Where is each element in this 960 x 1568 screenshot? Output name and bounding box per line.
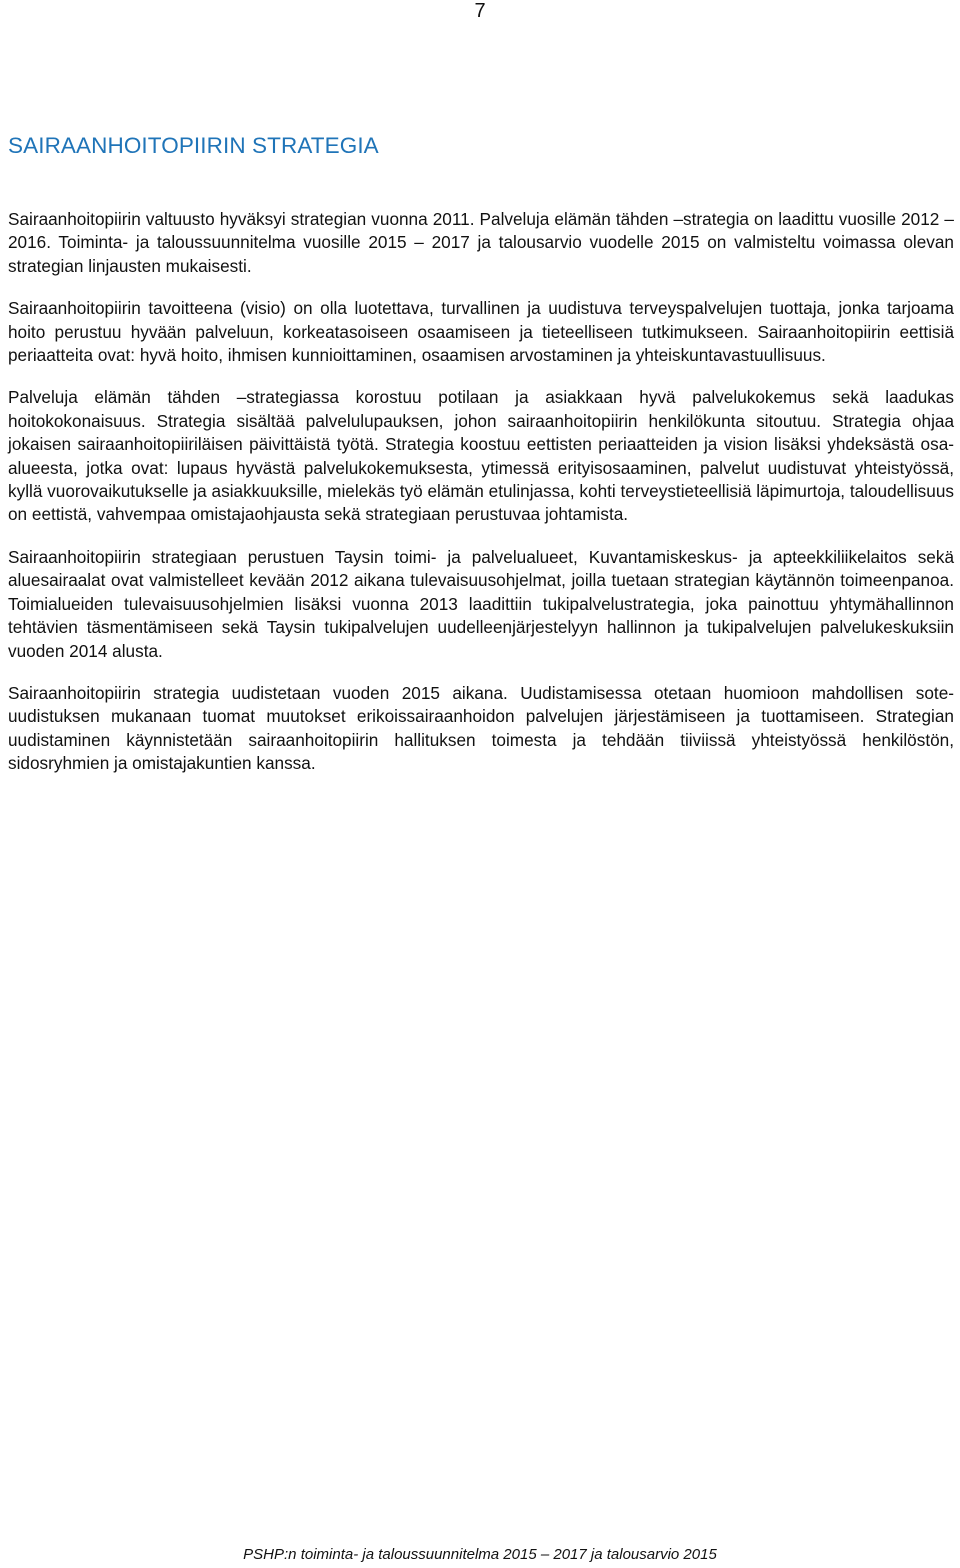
section-title: SAIRAANHOITOPIIRIN STRATEGIA [8,133,379,158]
paragraph-future-programs: Sairaanhoitopiirin strategiaan perustuen Taysin toimi- ja palvelualueet, Kuvantamiskeskus- ja apteekkiliikelaitos sekä aluesairaalat ovat valmistelleet kevään 2012 aikana tulevaisuusohjelmat, joilla tuetaan strategian käytännön toimeenpanoa. Toimialueiden tulevaisuusohjelmien lisäksi vuonna 2013 laadittiin tukipalvelustrategia, joka painottuu yhtymähallinnon tehtävien täsmentämiseen sekä Taysin tukipalvelujen uudelleenjärjestelyyn hallinnon ja tukipalvelujen palvelukeskuksiin vuoden 2014 alusta. [8,546,954,661]
paragraph-strategy-renewal: Sairaanhoitopiirin strategia uudistetaan vuoden 2015 aikana. Uudistamisessa otetaan huomioon mahdollisen sote-uudistuksen mukanaan tuomat muutokset erikoissairaanhoidon palvelujen järjestämiseen ja tuottamiseen. Strategian uudistaminen käynnistetään sairaanhoitopiirin hallituksen toimesta ja tehdään tiiviissä yhteistyössä henkilöstön, sidosryhmien ja omistajakuntien kanssa. [8,682,954,774]
paragraph-strategy-approval: Sairaanhoitopiirin valtuusto hyväksyi strategian vuonna 2011. Palveluja elämän tähden –strategia on laadittu vuosille 2012 – 2016. Toiminta- ja taloussuunnitelma vuosille 2015 – 2017 ja talousarvio vuodelle 2015 on valmisteltu voimassa olevan strategian linjausten mukaisesti. [8,209,954,276]
page-footer: PSHP:n toiminta- ja taloussuunnitelma 2015 – 2017 ja talousarvio 2015 [243,1546,717,1563]
paragraph-vision: Sairaanhoitopiirin tavoitteena (visio) on olla luotettava, turvallinen ja uudistuva terveyspalvelujen tuottaja, jonka tarjoama hoito perustuu hyvään palveluun, korkeatasoiseen osaamiseen ja tieteelliseen tutkimukseen. Sairaanhoitopiirin eettisiä periaatteita ovat: hyvä hoito, ihmisen kunnioittaminen, osaamisen arvostaminen ja yhteiskuntavastuullisuus. [8,298,954,366]
paragraph-strategy-content: Palveluja elämän tähden –strategiassa korostuu potilaan ja asiakkaan hyvä palvelukokemus sekä laadukas hoitokokonaisuus. Strategia sisältää palvelulupauksen, johon sairaanhoitopiirin henkilökunta sitoutuu. Strategia ohjaa jokaisen sairaanhoitopiiriläisen päivittäistä työtä. Strategia koostuu eettisten periaatteiden ja vision lisäksi yhdeksästä osa-alueesta, jotka ovat: lupaus hyvästä palvelukokemuksesta, ytimessä erityisosaaminen, palvelut uudistuvat yhteistyössä, kyllä vuorovaikutukselle ja asiakkuuksille, mielekäs työ elämän etulinjassa, kohti terveystieteellisiä läpimurtoja, taloudellisuus on eettistä, vahvempaa omistajaohjausta sekä strategiaan perustuvaa johtamista. [8,387,954,525]
page-number: 7 [474,0,486,22]
body-text [8,208,954,795]
